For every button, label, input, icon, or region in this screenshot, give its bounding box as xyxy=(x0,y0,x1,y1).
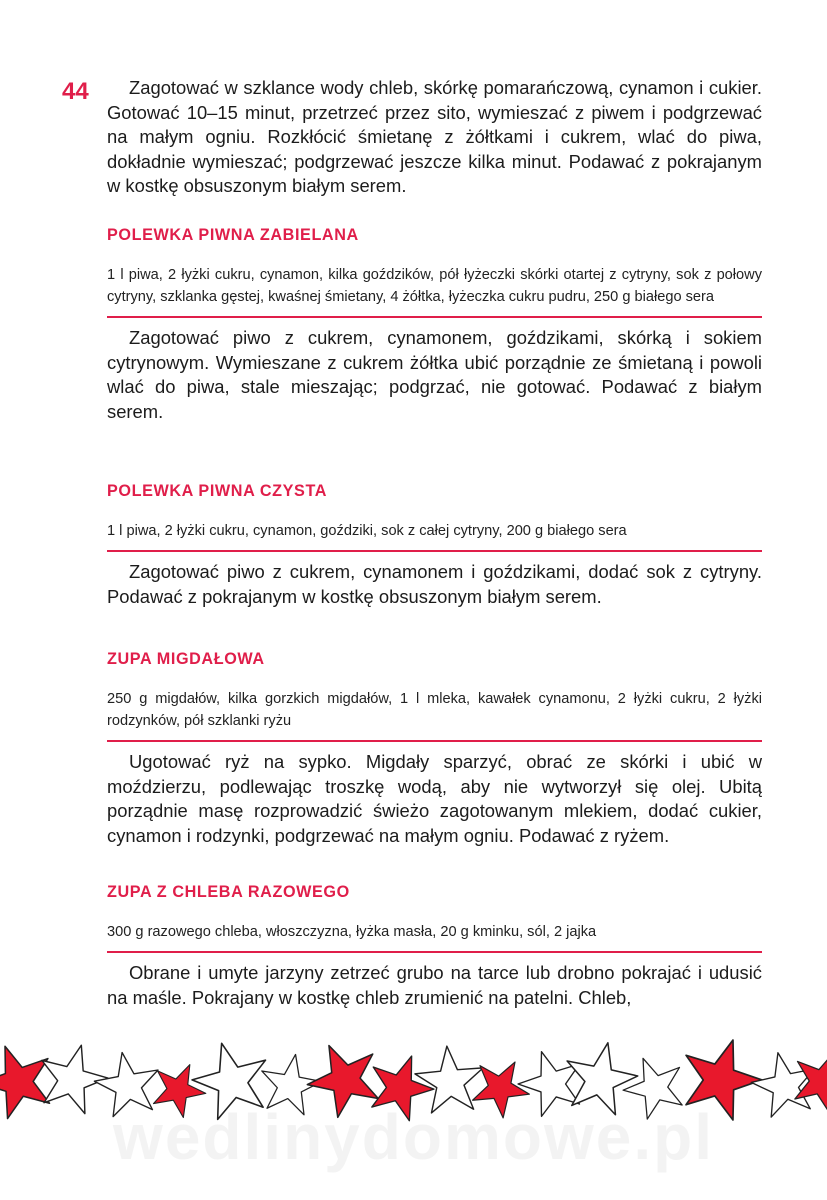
recipe-zupa-migdalowa xyxy=(107,650,762,848)
recipe-method: Zagotować piwo z cukrem, cynamonem, goździkami, skórką i sokiem cytrynowym. Wymieszane z cukrem żółtka ubić porządnie ze śmietaną i powoli wlać do piwa, stale mieszając; podgrzać, nie gotować. Podawać z białym serem. xyxy=(107,327,762,422)
recipe-ingredients: 1 l piwa, 2 łyżki cukru, cynamon, goździki, sok z całej cytryny, 200 g białego sera xyxy=(107,523,627,539)
recipe-polewka-czysta xyxy=(107,482,762,609)
recipe-zupa-z-chleba xyxy=(107,883,762,1010)
intro-section xyxy=(107,76,762,199)
page-number: 44 xyxy=(62,78,89,105)
recipe-ingredients: 1 l piwa, 2 łyżki cukru, cynamon, kilka goździków, pół łyżeczki skórki otartej z cytryny, sok z połowy cytryny, szklanka gęstej, kwaśnej śmietany, 4 żółtka, łyżeczka cukru pudru, 250 g białego sera xyxy=(107,267,762,305)
recipe-title: POLEWKA PIWNA CZYSTA xyxy=(107,482,328,500)
recipe-method: Zagotować piwo z cukrem, cynamonem i goździkami, dodać sok z cytryny. Podawać z pokrajanym w kostkę obsuszonym białym serem. xyxy=(107,561,762,607)
recipe-title: ZUPA Z CHLEBA RAZOWEGO xyxy=(107,883,350,901)
recipe-method: Ugotować ryż na sypko. Migdały sparzyć, obrać ze skórki i ubić w moździerzu, podlewając troszkę wodą, aby nie wytworzył się olej. Ubitą porządnie masę rozprowadzić świeżo zagotowanym mlekiem, dodać cukier, cynamon i rodzynki, podgrzewać na małym ogniu. Podawać z ryżem. xyxy=(107,751,762,846)
recipe-ingredients: 300 g razowego chleba, włoszczyzna, łyżka masła, 20 g kminku, sól, 2 jajka xyxy=(107,924,597,940)
recipe-polewka-zabielana xyxy=(107,226,762,424)
intro-paragraph: Zagotować w szklance wody chleb, skórkę pomarańczową, cynamon i cukier. Gotować 10–15 minut, przetrzeć przez sito, wymieszać z piwem i podgrzewać na małym ogniu. Rozkłócić śmietanę z żółtkami i cukrem, wlać do piwa, dokładnie wymieszać; podgrzewać jeszcze kilka minut. Podawać z pokrajanym w kostkę obsuszonym białym serem. xyxy=(107,77,762,197)
recipe-title: POLEWKA PIWNA ZABIELANA xyxy=(107,226,359,244)
recipe-ingredients: 250 g migdałów, kilka gorzkich migdałów, 1 l mleka, kawałek cynamonu, 2 łyżki cukru, 2 łyżki rodzynków, pół szklanki ryżu xyxy=(107,691,762,729)
recipe-method: Obrane i umyte jarzyny zetrzeć grubo na tarce lub drobno pokrajać i udusić na maśle. Pokrajany w kostkę chleb zrumienić na patelni. Chleb, xyxy=(107,962,762,1008)
watermark: wedlinydomowe.pl xyxy=(113,1101,714,1173)
recipe-title: ZUPA MIGDAŁOWA xyxy=(107,650,265,668)
